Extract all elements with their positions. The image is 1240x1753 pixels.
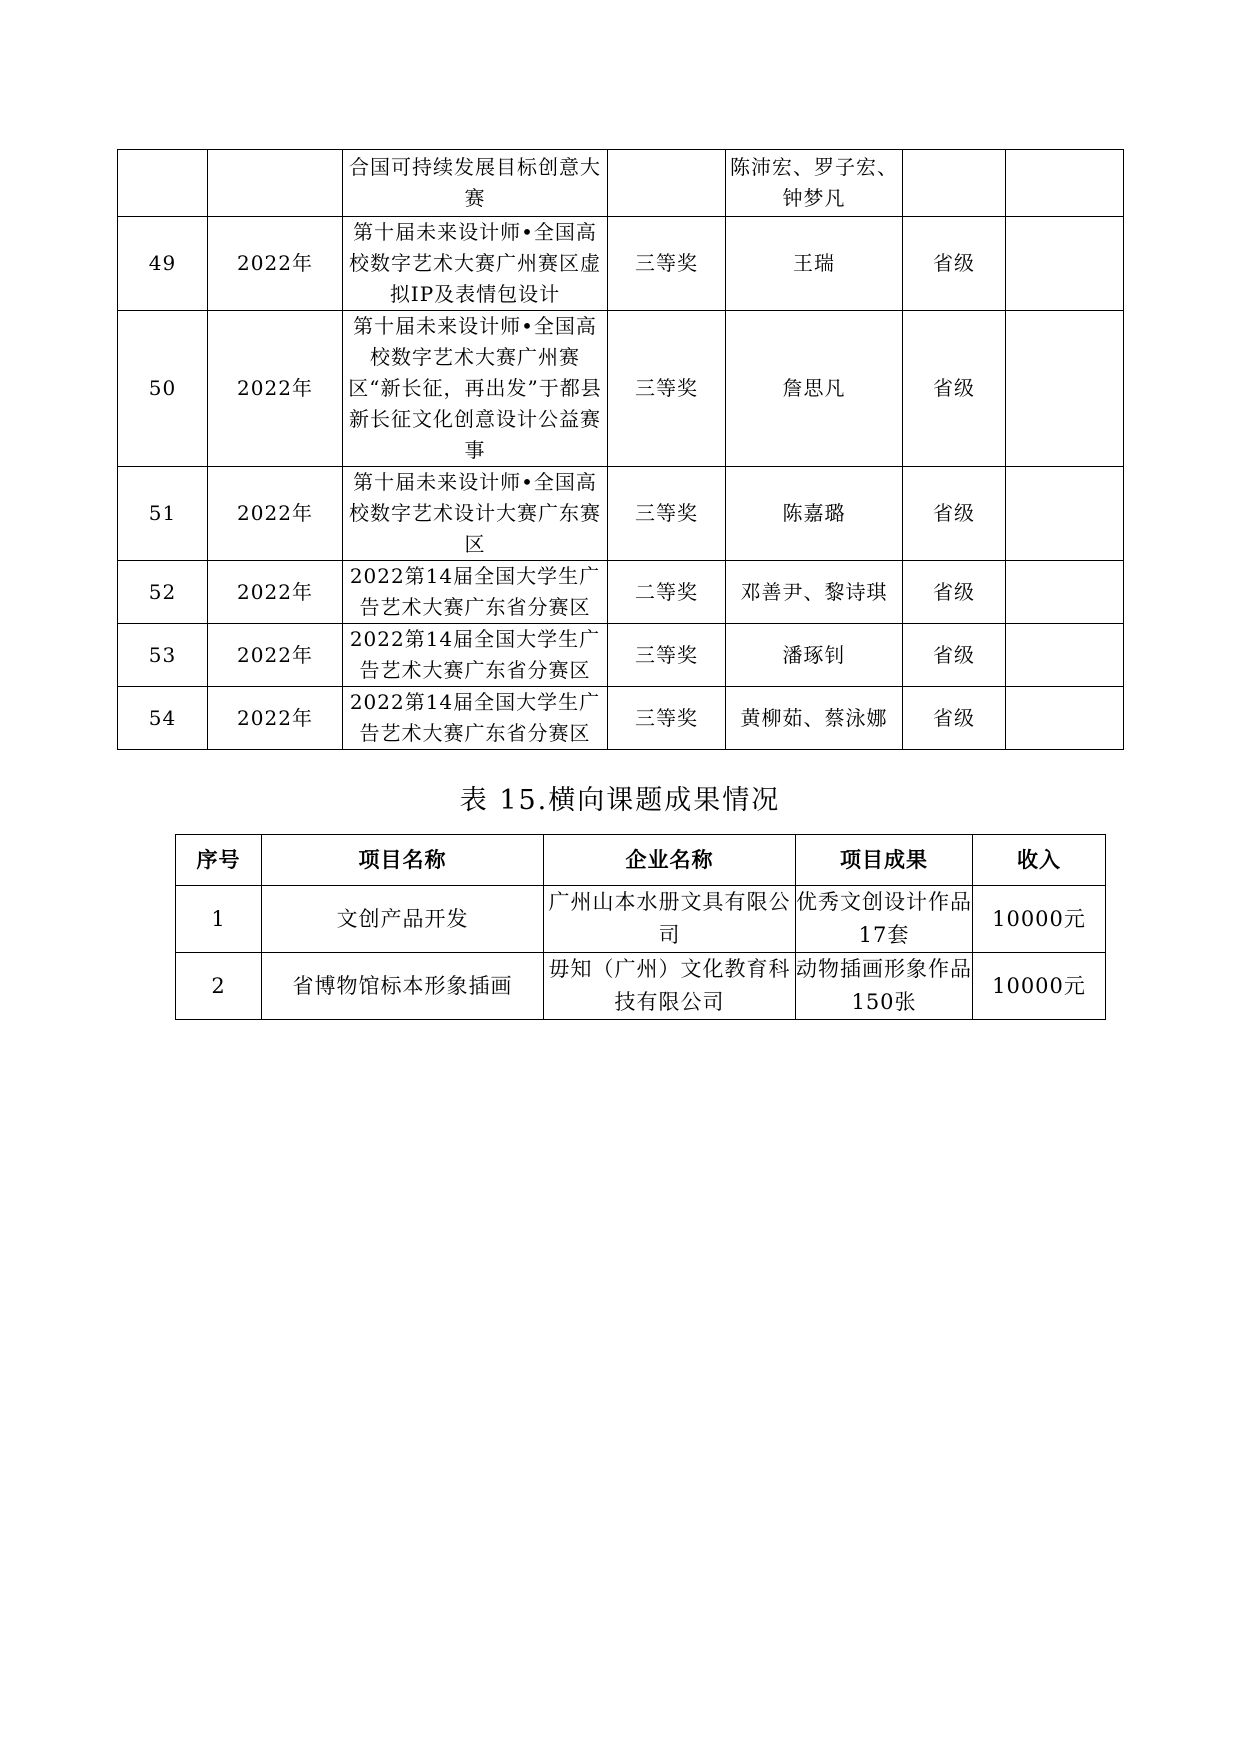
table-row [118, 311, 1124, 467]
note-cell [1006, 561, 1124, 624]
row-number: 52 [118, 561, 208, 624]
header-name: 项目名称 [262, 835, 544, 886]
award-cell [608, 150, 726, 217]
row-number: 53 [118, 624, 208, 687]
level-cell: 省级 [903, 311, 1006, 467]
row-number: 49 [118, 217, 208, 311]
level-cell: 省级 [903, 217, 1006, 311]
header-result: 项目成果 [796, 835, 973, 886]
company-cell: 毋知（广州）文化教育科技有限公司 [544, 953, 796, 1020]
winners-cell: 陈嘉璐 [726, 467, 903, 561]
note-cell [1006, 624, 1124, 687]
year-cell: 2022年 [208, 467, 343, 561]
header-row [176, 835, 1106, 886]
competition-cell: 2022第14届全国大学生广告艺术大赛广东省分赛区 [343, 687, 608, 750]
competition-cell: 合国可持续发展目标创意大赛 [343, 150, 608, 217]
table-row [118, 624, 1124, 687]
project-name-cell: 省博物馆标本形象插画 [262, 953, 544, 1020]
award-cell: 三等奖 [608, 687, 726, 750]
result-cell: 动物插画形象作品150张 [796, 953, 973, 1020]
note-cell [1006, 687, 1124, 750]
level-cell: 省级 [903, 467, 1006, 561]
table-row [118, 150, 1124, 217]
result-cell: 优秀文创设计作品17套 [796, 886, 973, 953]
year-cell: 2022年 [208, 217, 343, 311]
level-cell [903, 150, 1006, 217]
award-cell: 三等奖 [608, 311, 726, 467]
row-number: 50 [118, 311, 208, 467]
row-number: 54 [118, 687, 208, 750]
note-cell [1006, 150, 1124, 217]
row-number: 2 [176, 953, 262, 1020]
competition-cell: 第十届未来设计师•全国高校数字艺术大赛广州赛区“新长征，再出发”于都县新长征文化创意设计公益赛事 [343, 311, 608, 467]
table-row [176, 886, 1106, 953]
year-cell: 2022年 [208, 687, 343, 750]
row-number [118, 150, 208, 217]
row-number: 51 [118, 467, 208, 561]
year-cell: 2022年 [208, 624, 343, 687]
winners-cell: 潘琢钊 [726, 624, 903, 687]
award-cell: 三等奖 [608, 624, 726, 687]
winners-cell: 王瑞 [726, 217, 903, 311]
winners-cell: 陈沛宏、罗子宏、钟梦凡 [726, 150, 903, 217]
project-name-cell: 文创产品开发 [262, 886, 544, 953]
company-cell: 广州山本水册文具有限公司 [544, 886, 796, 953]
competition-cell: 2022第14届全国大学生广告艺术大赛广东省分赛区 [343, 561, 608, 624]
competition-cell: 2022第14届全国大学生广告艺术大赛广东省分赛区 [343, 624, 608, 687]
header-no: 序号 [176, 835, 262, 886]
award-cell: 二等奖 [608, 561, 726, 624]
note-cell [1006, 311, 1124, 467]
row-number: 1 [176, 886, 262, 953]
table-caption: 表 15.横向课题成果情况 [459, 785, 781, 816]
award-cell: 三等奖 [608, 467, 726, 561]
level-cell: 省级 [903, 561, 1006, 624]
awards-table [117, 149, 1124, 750]
note-cell [1006, 217, 1124, 311]
level-cell: 省级 [903, 624, 1006, 687]
header-company: 企业名称 [544, 835, 796, 886]
table-row [118, 561, 1124, 624]
year-cell: 2022年 [208, 311, 343, 467]
header-income: 收入 [973, 835, 1106, 886]
table-row [176, 953, 1106, 1020]
year-cell [208, 150, 343, 217]
level-cell: 省级 [903, 687, 1006, 750]
year-cell: 2022年 [208, 561, 343, 624]
table-row [118, 467, 1124, 561]
competition-cell: 第十届未来设计师•全国高校数字艺术大赛广州赛区虚拟IP及表情包设计 [343, 217, 608, 311]
table-row [118, 217, 1124, 311]
projects-table [175, 834, 1106, 1020]
income-cell: 10000元 [973, 886, 1106, 953]
competition-cell: 第十届未来设计师•全国高校数字艺术设计大赛广东赛区 [343, 467, 608, 561]
income-cell: 10000元 [973, 953, 1106, 1020]
award-cell: 三等奖 [608, 217, 726, 311]
table-row [118, 687, 1124, 750]
winners-cell: 詹思凡 [726, 311, 903, 467]
note-cell [1006, 467, 1124, 561]
winners-cell: 黄柳茹、蔡泳娜 [726, 687, 903, 750]
winners-cell: 邓善尹、黎诗琪 [726, 561, 903, 624]
